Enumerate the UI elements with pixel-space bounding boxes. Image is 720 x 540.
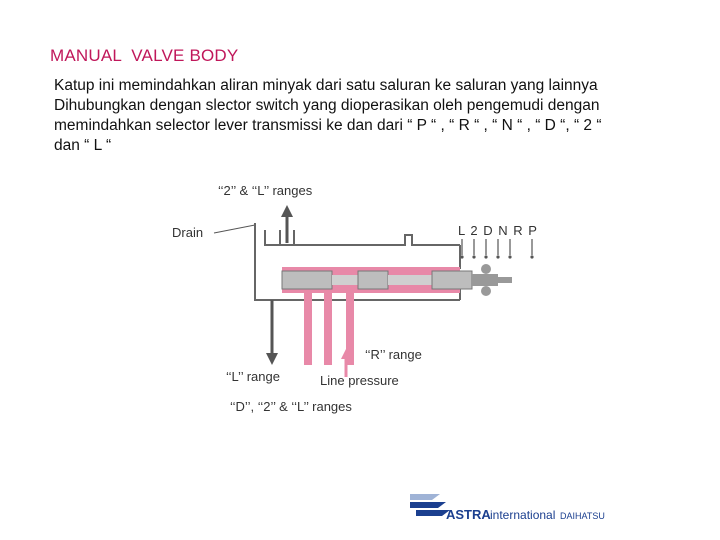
manual-valve-diagram [160, 175, 580, 425]
astra-swoosh-icon [410, 494, 450, 516]
logo-brand-suffix: international [490, 508, 556, 522]
paragraph-line: memindahkan selector lever transmissi ke dan dari “ P “ , “ R “ , “ N “ , “ D “, “ 2 “ [54, 117, 602, 134]
slide-paragraph [54, 76, 714, 156]
paragraph-line: dan “ L “ [54, 137, 112, 154]
paragraph-line: Katup ini memindahkan aliran minyak dari satu saluran ke saluran yang lainnya [54, 77, 598, 94]
label-line-pressure: Line pressure [320, 373, 399, 388]
label-gear-positions: L 2 D N R P [458, 223, 538, 238]
label-r-range: ‘‘R’’ range [365, 347, 422, 362]
drain-leader-line [214, 225, 255, 233]
astra-daihatsu-logo [410, 488, 620, 528]
arrow-up-2-l-ranges [281, 205, 293, 243]
logo-brand: ASTRA [446, 507, 491, 522]
label-l-range: ‘‘L’’ range [226, 369, 280, 384]
label-2-l-ranges: ‘‘2’’ & ‘‘L’’ ranges [218, 183, 313, 198]
slide-title: MANUAL VALVE BODY [50, 46, 239, 65]
arrow-down-l-range [266, 300, 278, 365]
paragraph-line: Dihubungkan dengan slector switch yang dioperasikan oleh pengemudi dengan [54, 97, 600, 114]
logo-partner: DAIHATSU [560, 511, 605, 521]
label-drain: Drain [172, 225, 204, 240]
label-d-2-l-ranges: ‘‘D’’, ‘‘2’’ & ‘‘L’’ ranges [230, 399, 352, 414]
gear-position-ticks [462, 239, 532, 255]
gear-position-dots [460, 255, 533, 258]
